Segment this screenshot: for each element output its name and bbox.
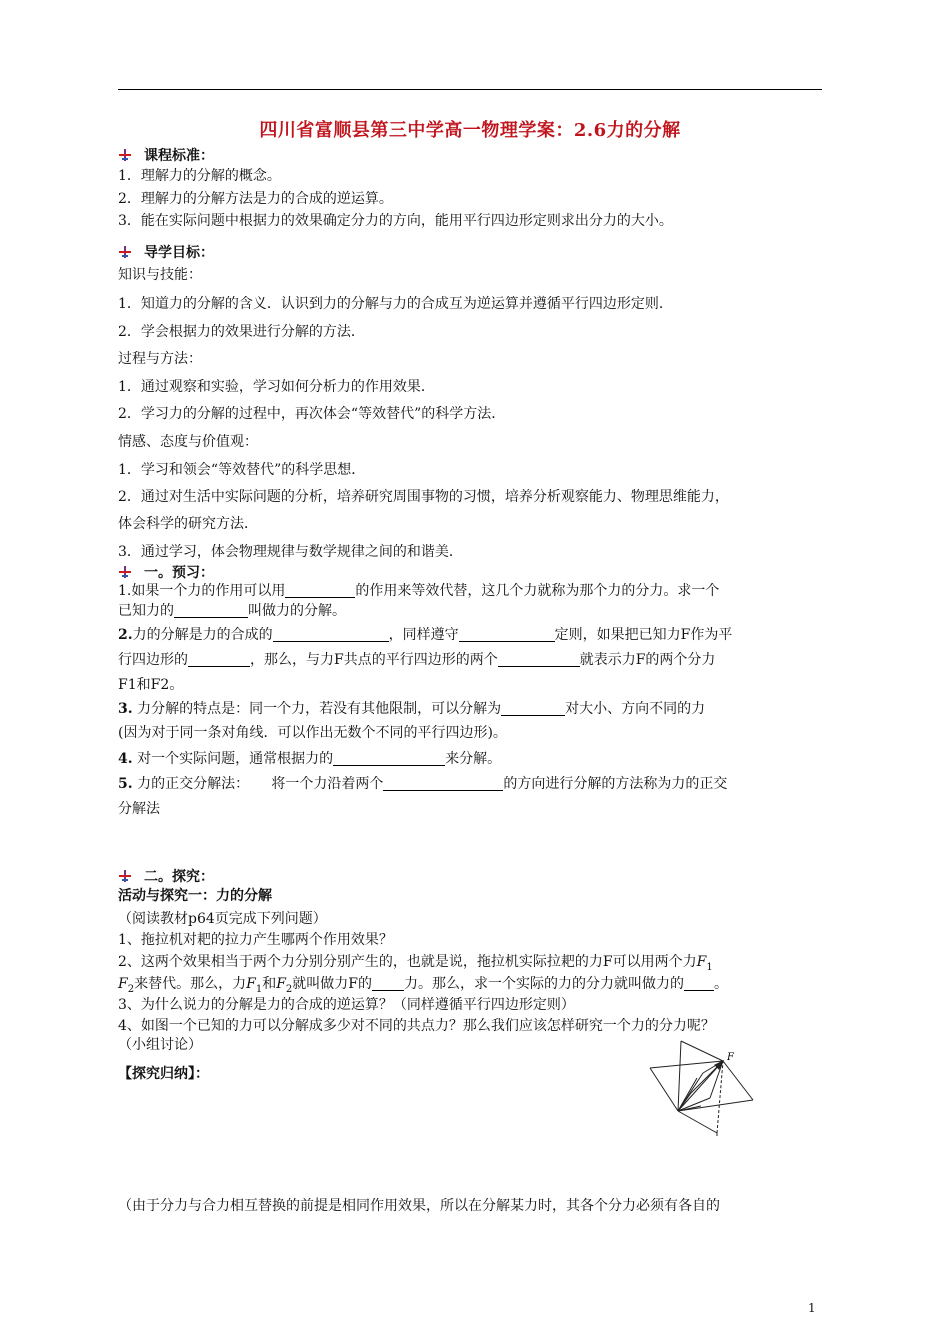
fill-blank[interactable] (459, 627, 555, 642)
force-label: F (727, 1052, 734, 1063)
reading-instruction: （阅读教材p64页完成下列问题） (118, 911, 327, 927)
preview-q2-line3: F1和F2。 (118, 677, 184, 693)
explore-q4-line1: 4、如图一个已知的力可以分解成多少对不同的共点力？那么我们应该怎样研究一个力的分力呢？ (118, 1018, 715, 1034)
page-title: 四川省富顺县第三中学高一物理学案：2.6力的分解 (259, 120, 681, 141)
force-decomposition-diagram (645, 1038, 785, 1138)
section-goals-heading (118, 242, 214, 262)
preview-q2-line2: 行四边形的 ，那么，与力F共点的平行四边形的两个 就表示力F的两个分力 (118, 652, 716, 668)
emotion-item-2b: 体会科学的研究方法． (118, 516, 258, 532)
preview-q5-line1: 5. 力的正交分解法： 将一个力沿着两个 的方向进行分解的方法称为力的正交 (118, 776, 728, 792)
preview-q1-line1: 1.如果一个力的作用可以用 的作用来等效代替，这几个力就称为那个力的分力。求一个 (118, 583, 720, 599)
fill-blank[interactable] (333, 751, 445, 766)
curriculum-item-2: 2．理解力的分解方法是力的合成的逆运算。 (118, 191, 393, 207)
process-item-2: 2．学习力的分解的过程中，再次体会“等效替代”的科学方法． (118, 406, 506, 422)
process-item-1: 1．通过观察和实验，学习如何分析力的作用效果． (118, 379, 435, 395)
preview-q4: 4. 对一个实际问题，通常根据力的 来分解。 (118, 751, 502, 767)
preview-q5-line2: 分解法 (118, 801, 160, 817)
explore-q3: 3、为什么说力的分解是力的合成的逆运算？（同样遵循平行四边形定则） (118, 997, 575, 1013)
page-number: 1 (808, 1301, 816, 1315)
fill-blank[interactable] (273, 627, 389, 642)
preview-q3-line1: 3. 力分解的特点是：同一个力，若没有其他限制，可以分解为 对大小、方向不同的力 (118, 701, 706, 717)
explore-q2-line1: 2、这两个效果相当于两个力分别分别产生的，也就是说，拖拉机实际拉耙的力F可以用两个力$F_1$ (118, 954, 713, 973)
explore-tail-text: （由于分力与合力相互替换的前提是相同作用效果，所以在分解某力时，其各个分力必须有各自的 (118, 1198, 720, 1214)
preview-q2-line1: 2.力的分解是力的合成的 ，同样遵守 定则，如果把已知力F作为平 (118, 627, 733, 643)
header-rule (118, 89, 822, 90)
activity-title: 活动与探究一：力的分解 (118, 888, 272, 904)
emotion-item-3: 3．通过学习，体会物理规律与数学规律之间的和谐美． (118, 544, 463, 560)
fill-blank[interactable] (684, 976, 714, 991)
fill-blank[interactable] (383, 776, 503, 791)
emotion-item-1: 1．学习和领会“等效替代”的科学思想． (118, 462, 366, 478)
knowledge-item-1: 1．知道力的分解的含义．认识到力的分解与力的合成互为逆运算并遵循平行四边形定则． (118, 296, 673, 312)
explore-q2-line2: $F_2$来替代。那么，力$F_1$和$F_2$就叫做力F的 力。那么，求一个实际的力的分力就叫做力的 。 (118, 976, 728, 995)
section-explore-heading (118, 866, 214, 886)
emotion-item-2a: 2．通过对生活中实际问题的分析，培养研究周围事物的习惯，培养分析观察能力、物理思维能力， (118, 489, 729, 505)
curriculum-item-3: 3．能在实际问题中根据力的效果确定分力的方向，能用平行四边形定则求出分力的大小。 (118, 213, 673, 229)
explore-q4-line2: （小组讨论） (118, 1037, 202, 1053)
fill-blank[interactable] (501, 701, 565, 716)
section-curriculum-heading (118, 145, 214, 165)
section-heading-text: 二。探究： (144, 869, 214, 885)
process-label: 过程与方法： (118, 351, 202, 367)
summary-heading: 【探究归纳】： (118, 1066, 209, 1082)
bullet-icon (118, 869, 132, 883)
fill-blank[interactable] (188, 652, 250, 667)
bullet-icon (118, 245, 132, 259)
knowledge-item-2: 2．学会根据力的效果进行分解的方法． (118, 324, 365, 340)
bullet-icon (118, 565, 132, 579)
knowledge-label: 知识与技能： (118, 267, 202, 283)
emotion-label: 情感、态度与价值观： (118, 434, 258, 450)
bullet-icon (118, 148, 132, 162)
fill-blank[interactable] (285, 583, 355, 598)
preview-q3-line2: (因为对于同一条对角线．可以作出无数个不同的平行四边形)。 (118, 725, 507, 741)
explore-q1: 1、拖拉机对耙的拉力产生哪两个作用效果？ (118, 932, 393, 948)
section-heading-text: 一。预习： (144, 565, 214, 581)
section-heading-text: 导学目标： (144, 245, 214, 261)
preview-q1-line2: 已知力的 叫做力的分解。 (118, 603, 346, 619)
fill-blank[interactable] (174, 603, 248, 618)
section-preview-heading (118, 562, 214, 582)
curriculum-item-1: 1．理解力的分解的概念。 (118, 168, 281, 184)
section-heading-text: 课程标准： (144, 148, 214, 164)
fill-blank[interactable] (498, 652, 580, 667)
fill-blank[interactable] (372, 976, 404, 991)
